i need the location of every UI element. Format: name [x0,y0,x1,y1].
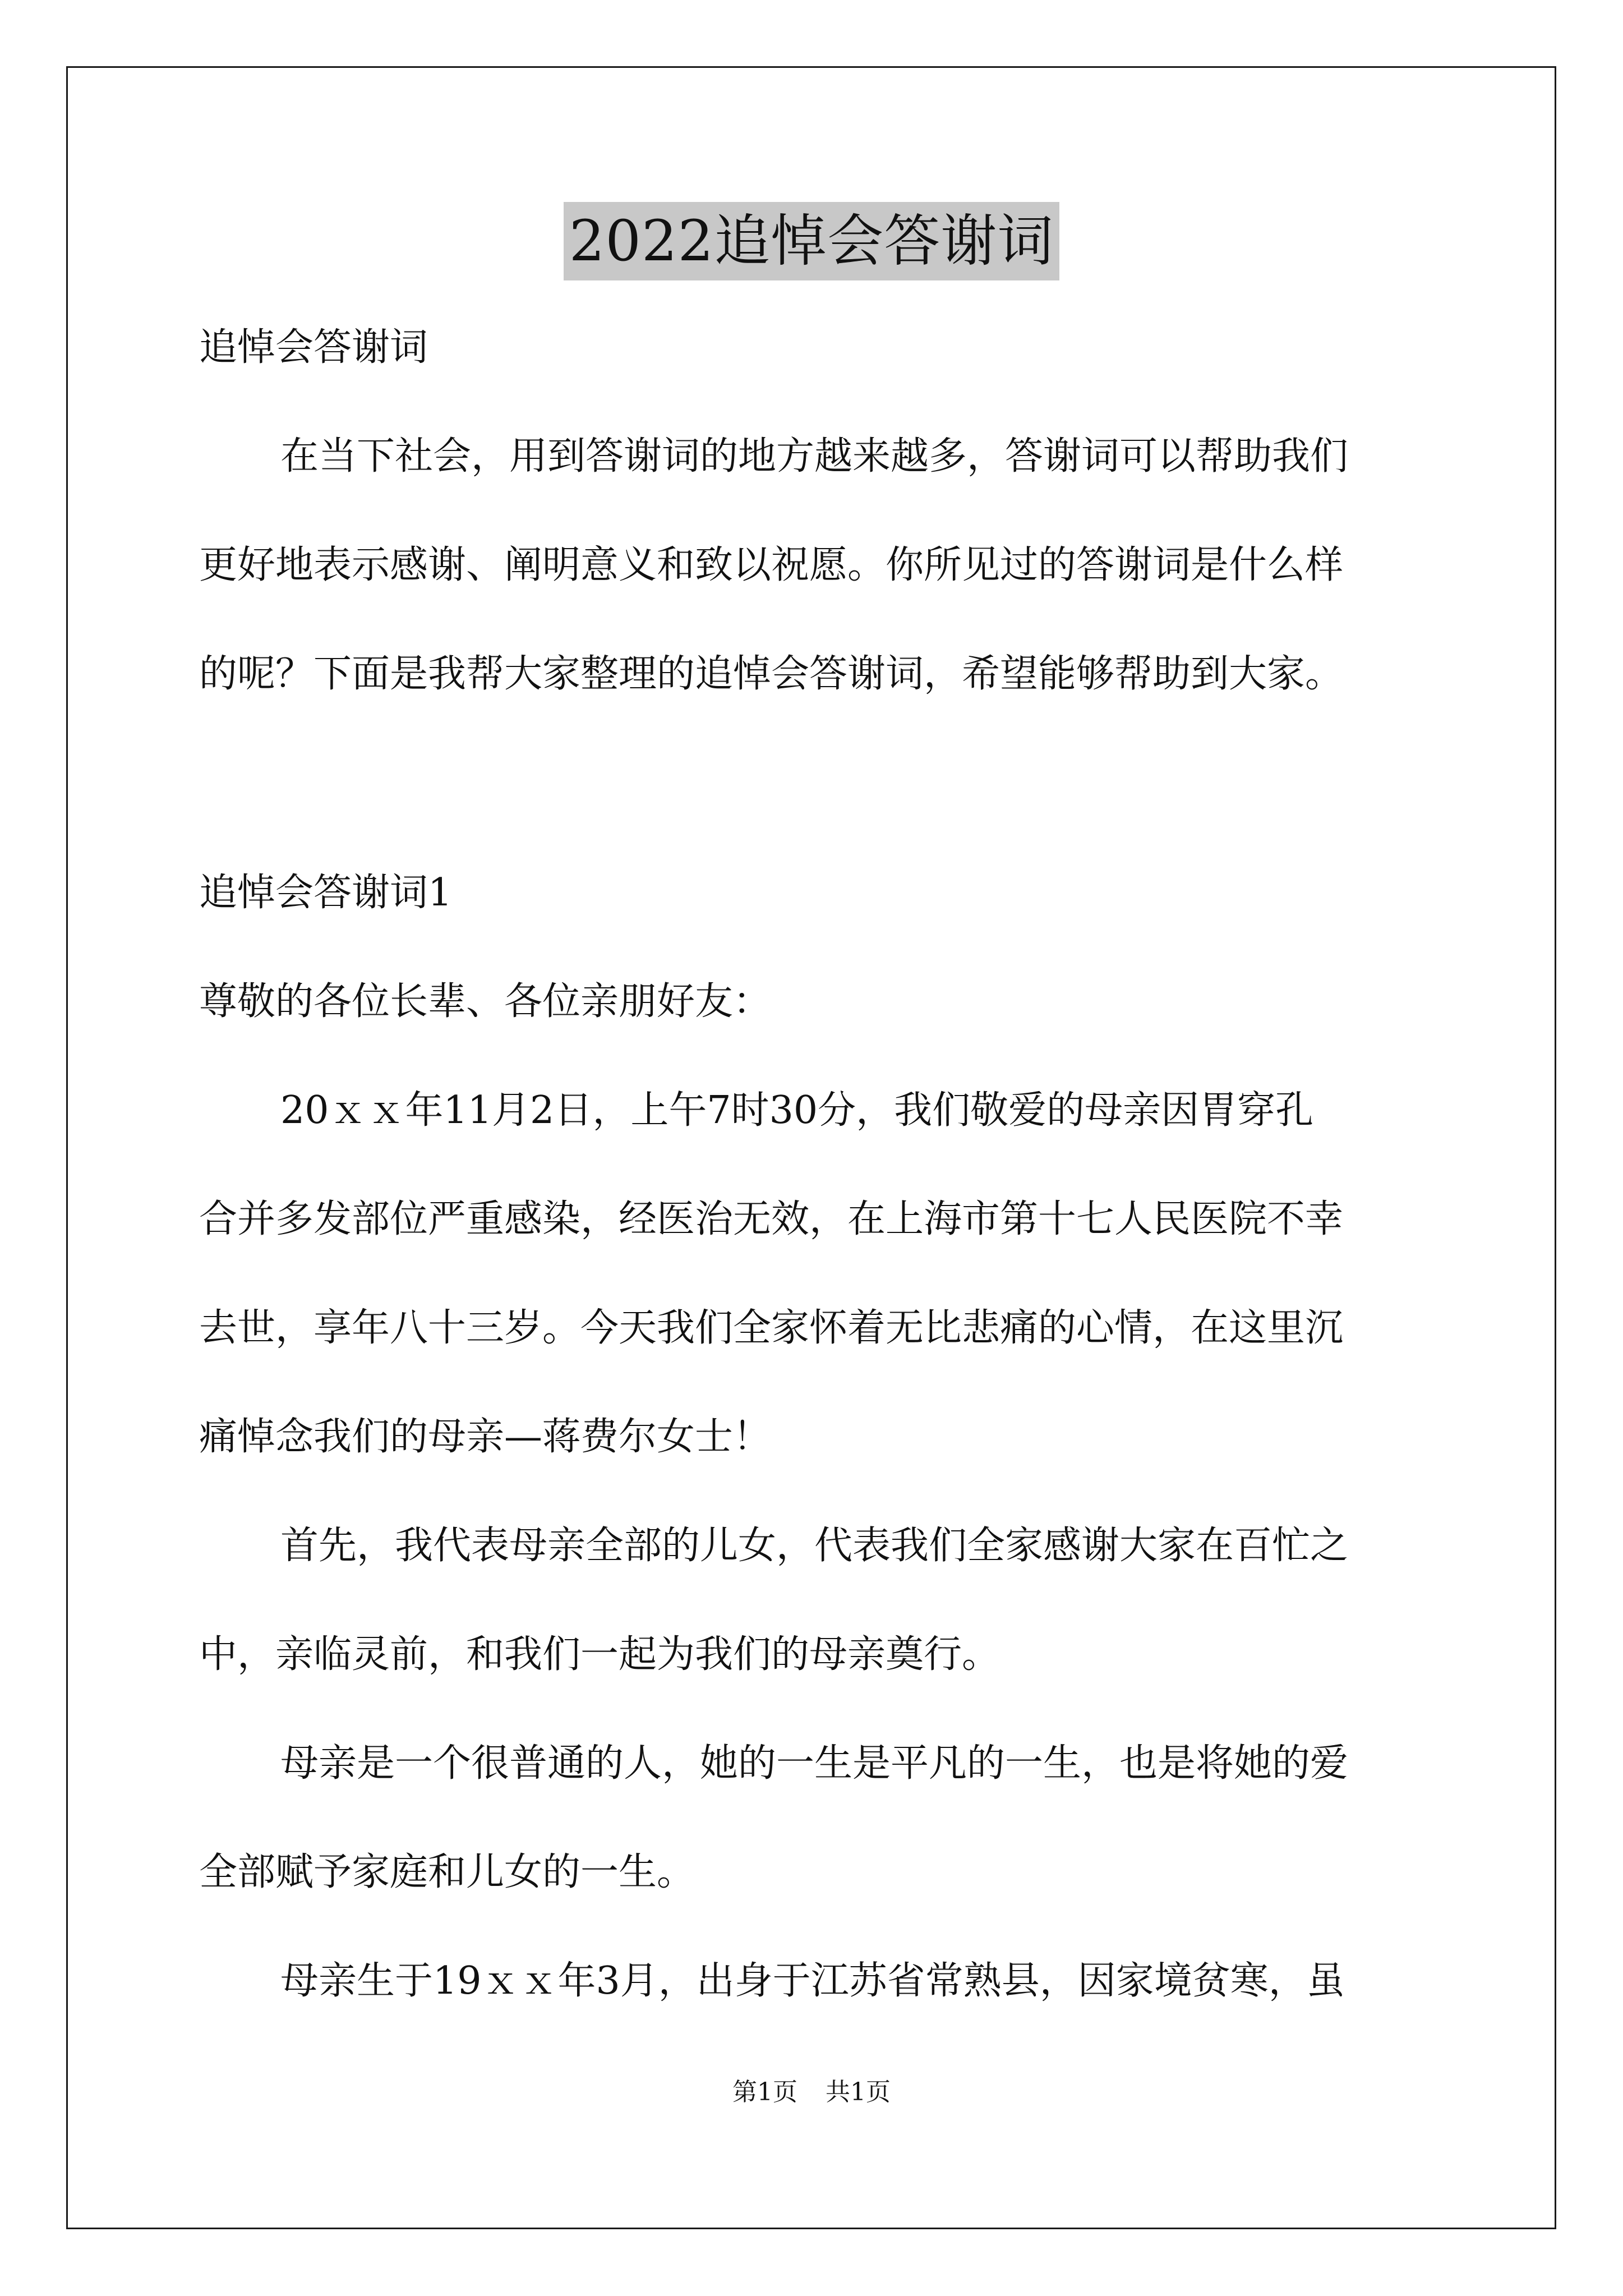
paragraph-line: 合并多发部位严重感染，经医治无效，在上海市第十七人民医院不幸 [199,1197,1344,1241]
page-total: 共1页 [826,2078,891,2106]
salutation: 尊敬的各位长辈、各位亲朋好友： [199,979,772,1024]
paragraph-1 [199,1083,1433,1465]
paragraph-line: 痛悼念我们的母亲—蒋费尔女士！ [199,1415,772,1459]
document-title: 2022追悼会答谢词 [564,202,1060,280]
subtitle: 追悼会答谢词 [199,325,428,370]
page-footer [0,2076,1623,2109]
title-container [0,202,1623,280]
intro-paragraph [199,429,1433,702]
intro-line: 的呢？下面是我帮大家整理的追悼会答谢词，希望能够帮助到大家。 [199,652,1344,696]
paragraph-4 [199,1953,1433,2009]
paragraph-line: 全部赋予家庭和儿女的一生。 [199,1850,695,1894]
paragraph-3 [199,1736,1433,1901]
paragraph-2 [199,1518,1433,1683]
paragraph-line: 中，亲临灵前，和我们一起为我们的母亲奠行。 [199,1632,1000,1677]
intro-line: 在当下社会，用到答谢词的地方越来越多，答谢词可以帮助我们 [280,434,1349,478]
page-number: 第1页 [732,2078,797,2106]
paragraph-line: 母亲生于19ｘｘ年3月，出身于江苏省常熟县，因家境贫寒，虽 [280,1959,1345,2003]
intro-line: 更好地表示感谢、阐明意义和致以祝愿。你所见过的答谢词是什么样 [199,543,1344,587]
paragraph-line: 母亲是一个很普通的人，她的一生是平凡的一生，也是将她的爱 [280,1741,1349,1786]
paragraph-line: 20ｘｘ年11月2日，上午7时30分，我们敬爱的母亲因胃穿孔 [280,1088,1314,1133]
section-heading: 追悼会答谢词1 [199,871,453,915]
paragraph-line: 去世，享年八十三岁。今天我们全家怀着无比悲痛的心情，在这里沉 [199,1306,1344,1350]
document-body [199,320,1433,2009]
paragraph-line: 首先，我代表母亲全部的儿女，代表我们全家感谢大家在百忙之 [280,1524,1349,1568]
